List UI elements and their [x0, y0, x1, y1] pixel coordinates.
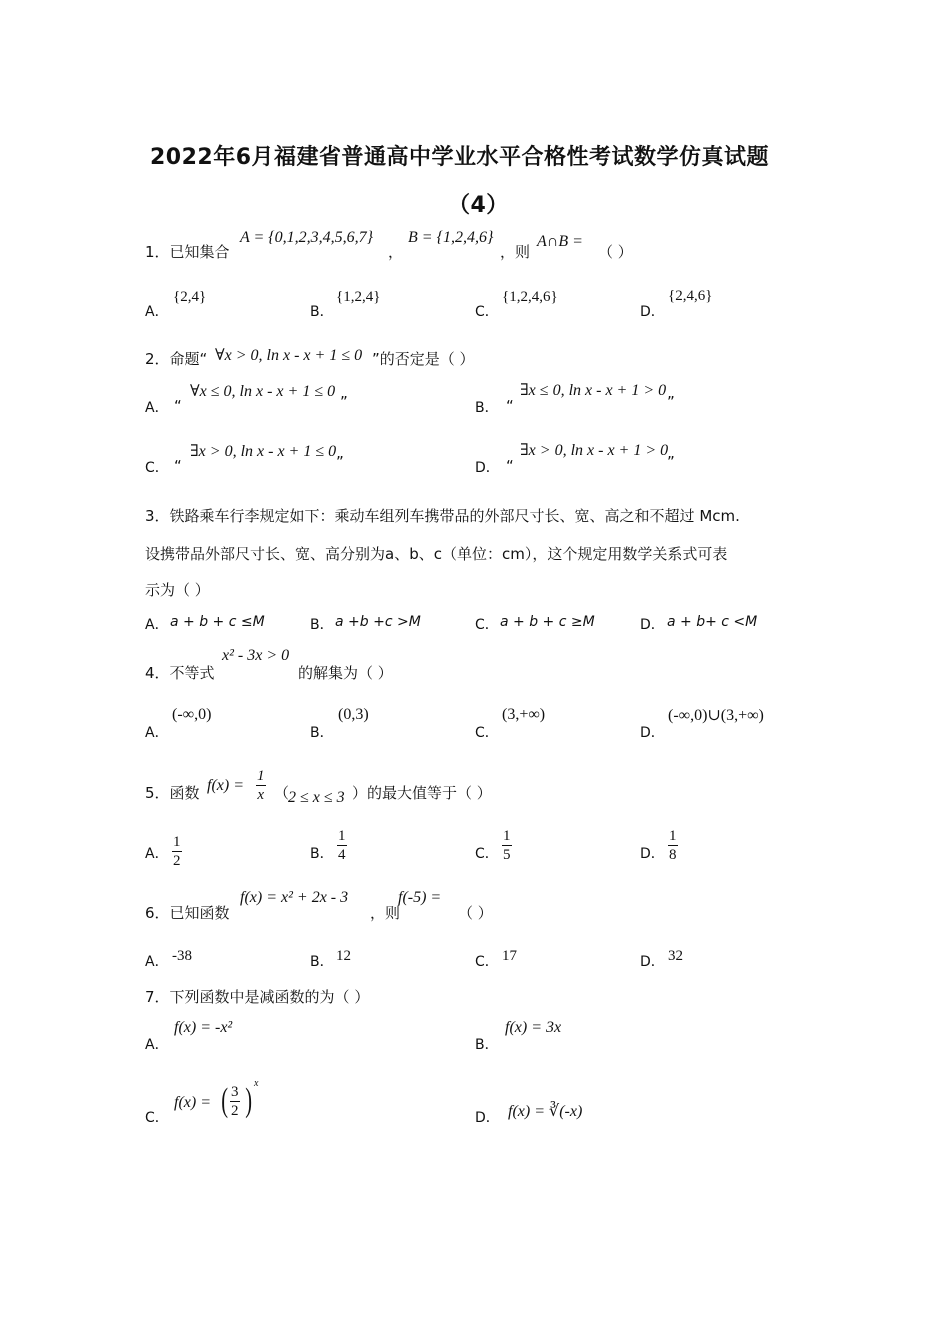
option-label: B． — [310, 846, 334, 862]
option-label: B． — [310, 725, 334, 741]
quote-close: ” — [336, 453, 344, 471]
math-expression: f(x) = — [207, 777, 244, 794]
fraction-numerator: 1 — [173, 834, 181, 850]
option-label: A． — [145, 617, 169, 633]
exponent: x — [254, 1078, 259, 1089]
option-label: C． — [145, 1110, 169, 1126]
option-label: C． — [475, 617, 499, 633]
question-text: 的解集为（ ） — [298, 664, 393, 682]
math-expression: A∩B = — [537, 233, 583, 250]
option-value: 12 — [336, 948, 351, 964]
option-label: D． — [640, 846, 665, 862]
option-value: ∃x > 0, ln x - x + 1 ≤ 0 — [190, 443, 337, 460]
question-text: 设携带品外部尺寸长、宽、高分别为a、b、c（单位：cm），这个规定用数学关系式可表 — [145, 545, 728, 563]
math-expression: ∀x > 0, ln x - x + 1 ≤ 0 — [215, 347, 363, 364]
option-value: (0,3) — [338, 706, 369, 723]
option-value: (-∞,0) — [172, 706, 212, 723]
option-label: A． — [145, 954, 169, 970]
page-title: 2022年6月福建省普通高中学业水平合格性考试数学仿真试题 — [150, 145, 770, 170]
question-stem: 7．下列函数中是减函数的为（ ） — [145, 988, 370, 1006]
option-value: ∃x > 0, ln x - x + 1 > 0 — [520, 442, 669, 459]
fraction — [256, 768, 266, 803]
option-label: D． — [640, 617, 665, 633]
question-stem: 6．已知函数 — [145, 904, 230, 922]
quote-close: ” — [340, 393, 348, 411]
option-value: a + b + c ≤M — [170, 614, 265, 630]
math-expression: x² - 3x > 0 — [222, 647, 290, 664]
option-label: A． — [145, 846, 169, 862]
option-label: C． — [145, 460, 169, 476]
fraction-denominator: 2 — [231, 1103, 239, 1119]
option-value: (-∞,0)∪(3,+∞) — [668, 707, 764, 724]
question-stem: 1．已知集合 — [145, 243, 230, 261]
question-text: ”的否定是（ ） — [372, 350, 475, 368]
right-paren: ) — [245, 1082, 253, 1119]
fraction-numerator: 1 — [503, 828, 511, 844]
question-text: ，则 — [370, 904, 401, 922]
option-value: {2,4} — [173, 289, 207, 305]
option-label: B． — [310, 617, 334, 633]
option-value: (3,+∞) — [502, 706, 546, 723]
option-value: -38 — [172, 948, 192, 964]
option-value: f(x) = 3x — [505, 1019, 562, 1036]
option-label: B． — [310, 954, 334, 970]
math-expression: 2 ≤ x ≤ 3 — [288, 789, 345, 806]
option-value: 17 — [502, 948, 517, 964]
fraction — [172, 834, 182, 869]
option-label: C． — [475, 954, 499, 970]
fraction — [337, 828, 347, 863]
option-label: B． — [310, 304, 334, 320]
fraction-numerator: 1 — [338, 828, 346, 844]
fraction-denominator: x — [257, 787, 265, 803]
option-label: D． — [640, 304, 665, 320]
quote-close: ” — [667, 453, 675, 471]
fraction — [668, 828, 678, 863]
option-label: D． — [475, 460, 500, 476]
fraction-numerator: 1 — [257, 768, 265, 784]
quote-open: “ — [506, 457, 514, 475]
fraction-numerator: 3 — [231, 1084, 239, 1100]
option-label: A． — [145, 400, 169, 416]
option-value: {2,4,6} — [668, 288, 713, 304]
option-value: 32 — [668, 948, 683, 964]
option-value: ∃x ≤ 0, ln x - x + 1 > 0 — [520, 382, 667, 399]
math-expression: B = {1,2,4,6} — [408, 229, 494, 246]
option-value: {1,2,4,6} — [502, 289, 558, 305]
quote-close: ” — [667, 393, 675, 411]
option-value: f(x) = ∛(-x) — [508, 1103, 583, 1120]
fraction-denominator: 5 — [503, 847, 511, 863]
answer-paren: （ ） — [458, 904, 493, 922]
left-paren: ( — [221, 1082, 229, 1119]
option-label: A． — [145, 1037, 169, 1053]
fraction-denominator: 2 — [173, 853, 181, 869]
math-expression: f(-5) = — [398, 889, 442, 906]
option-value: f(x) = -x² — [174, 1019, 233, 1036]
option-value: a +b +c >M — [335, 614, 421, 630]
question-stem: 2．命题“ — [145, 350, 208, 368]
fraction-denominator: 8 — [669, 847, 677, 863]
question-text: （ — [274, 784, 290, 802]
option-value: f(x) = — [174, 1094, 211, 1111]
fraction — [502, 828, 512, 863]
option-label: C． — [475, 846, 499, 862]
option-label: B． — [475, 1037, 499, 1053]
math-expression: f(x) = x² + 2x - 3 — [240, 889, 349, 906]
option-label: B． — [475, 400, 499, 416]
page-title-subtitle: （4） — [448, 193, 509, 218]
question-text: ）的最大值等于（ ） — [352, 784, 492, 802]
question-stem: 5．函数 — [145, 784, 200, 802]
option-label: D． — [640, 725, 665, 741]
question-text: ， — [388, 243, 404, 261]
option-label: A． — [145, 304, 169, 320]
quote-open: “ — [174, 397, 182, 415]
option-value: {1,2,4} — [336, 289, 381, 305]
question-text: 示为（ ） — [145, 581, 210, 599]
question-stem: 4．不等式 — [145, 664, 215, 682]
option-label: A． — [145, 725, 169, 741]
quote-open: “ — [506, 397, 514, 415]
fraction-numerator: 1 — [669, 828, 677, 844]
option-label: C． — [475, 725, 499, 741]
fraction-denominator: 4 — [338, 847, 346, 863]
question-text: ，则 — [500, 243, 531, 261]
option-value: a + b + c ≥M — [500, 614, 595, 630]
option-label: D． — [475, 1110, 500, 1126]
option-value: ∀x ≤ 0, ln x - x + 1 ≤ 0 — [190, 383, 336, 400]
math-expression: A = {0,1,2,3,4,5,6,7} — [240, 229, 374, 246]
question-stem: 3．铁路乘车行李规定如下：乘动车组列车携带品的外部尺寸长、宽、高之和不超过 Mcm. — [145, 507, 740, 525]
option-label: C． — [475, 304, 499, 320]
answer-paren: （ ） — [598, 243, 633, 261]
option-value: a + b+ c <M — [667, 614, 758, 630]
option-label: D． — [640, 954, 665, 970]
fraction — [230, 1084, 240, 1119]
quote-open: “ — [174, 457, 182, 475]
